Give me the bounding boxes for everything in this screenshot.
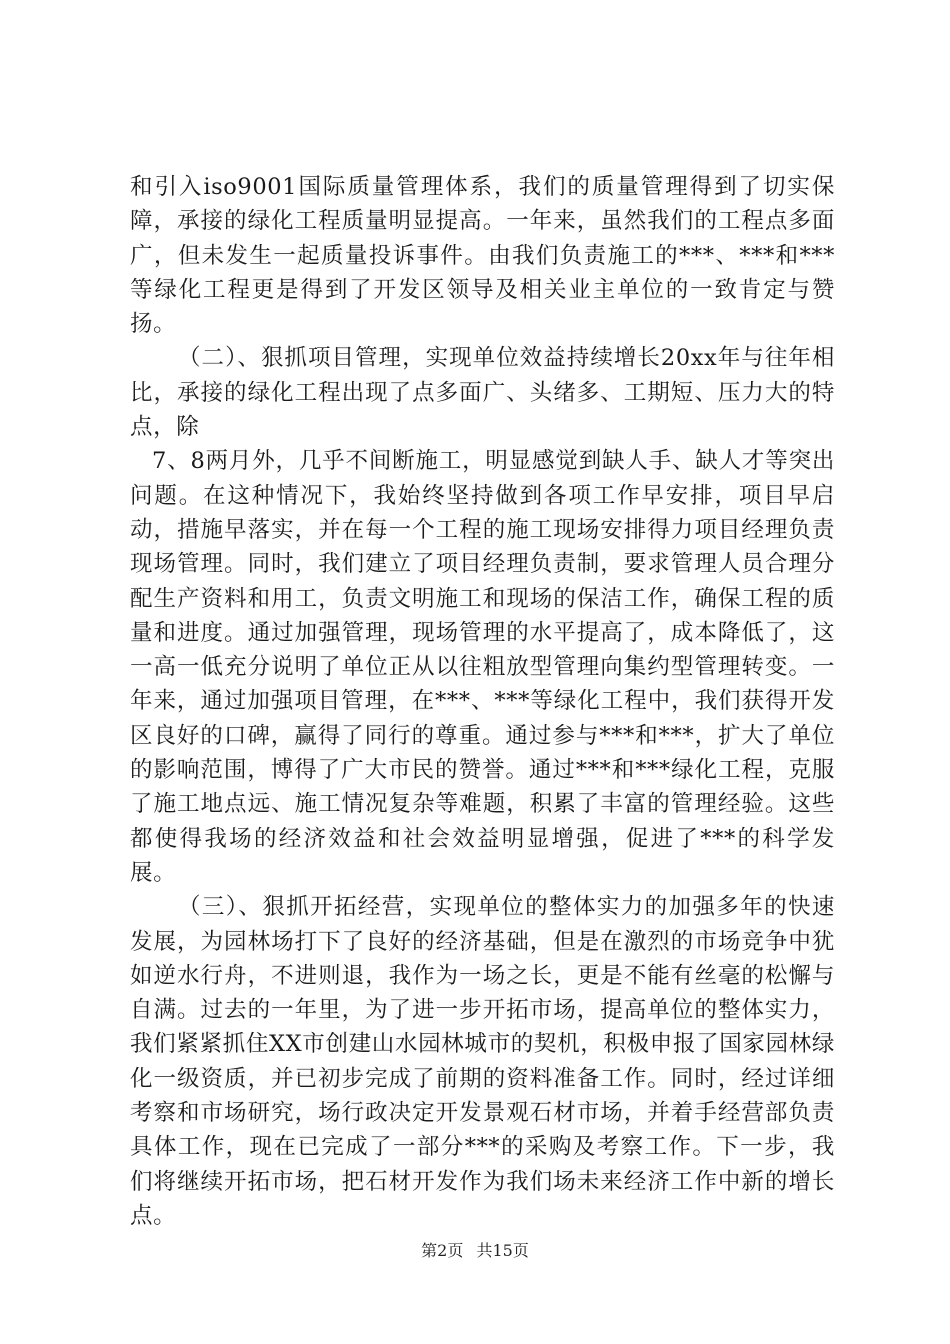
paragraph-project-management-body: 7、8两月外，几乎不间断施工，明显感觉到缺人手、缺人才等突出问题。在这种情况下，我始终坚持做到各项工作早安排，项目早启动，措施早落实，并在每一个工程的施工现场安排得力项目经理负责现场管理。同时，我们建立了项目经理负责制，要求管理人员合理分配生产资料和用工，负责文明施工和现场的保洁工作，确保工程的质量和进度。通过加强管理，现场管理的水平提高了，成本降低了，这一高一低充分说明了单位正从以往粗放型管理向集约型管理转变。一年来，通过加强项目管理，在***、***等绿化工程中，我们获得开发区良好的口碑，赢得了同行的尊重。通过参与***和***，扩大了单位的影响范围，博得了广大市民的赞誉。通过***和***绿化工程，克服了施工地点远、施工情况复杂等难题，积累了丰富的管理经验。这些都使得我场的经济效益和社会效益明显增强，促进了***的科学发展。 — [130, 448, 835, 886]
page-footer — [0, 1241, 950, 1261]
document-body — [130, 170, 835, 1233]
paragraph-market-expansion: （三）、狠抓开拓经营，实现单位的整体实力的加强多年的快速发展，为园林场打下了良好的经济基础，但是在激烈的市场竞争中犹如逆水行舟，不进则退，我作为一场之长，更是不能有丝毫的松懈与自满。过去的一年里，为了进一步开拓市场，提高单位的整体实力，我们紧紧抓住XX市创建山水园林城市的契机，积极申报了国家园林绿化一级资质，并已初步完成了前期的资料准备工作。同时，经过详细考察和市场研究，场行政决定开发景观石材市场，并着手经营部负责具体工作，现在已完成了一部分***的采购及考察工作。下一步，我们将继续开拓市场，把石材开发作为我们场未来经济工作中新的增长点。 — [130, 894, 835, 1229]
page-number: 第2页 — [421, 1241, 464, 1260]
page-total: 共15页 — [476, 1241, 529, 1260]
paragraph-project-management-heading: （二）、狠抓项目管理，实现单位效益持续增长20xx年与往年相比，承接的绿化工程出现了点多面广、头绪多、工期短、压力大的特点，除 — [130, 345, 835, 441]
paragraph-quality-management: 和引入iso9001国际质量管理体系，我们的质量管理得到了切实保障，承接的绿化工程质量明显提高。一年来，虽然我们的工程点多面广，但未发生一起质量投诉事件。由我们负责施工的***、***和***等绿化工程更是得到了开发区领导及相关业主单位的一致肯定与赞扬。 — [130, 174, 835, 338]
